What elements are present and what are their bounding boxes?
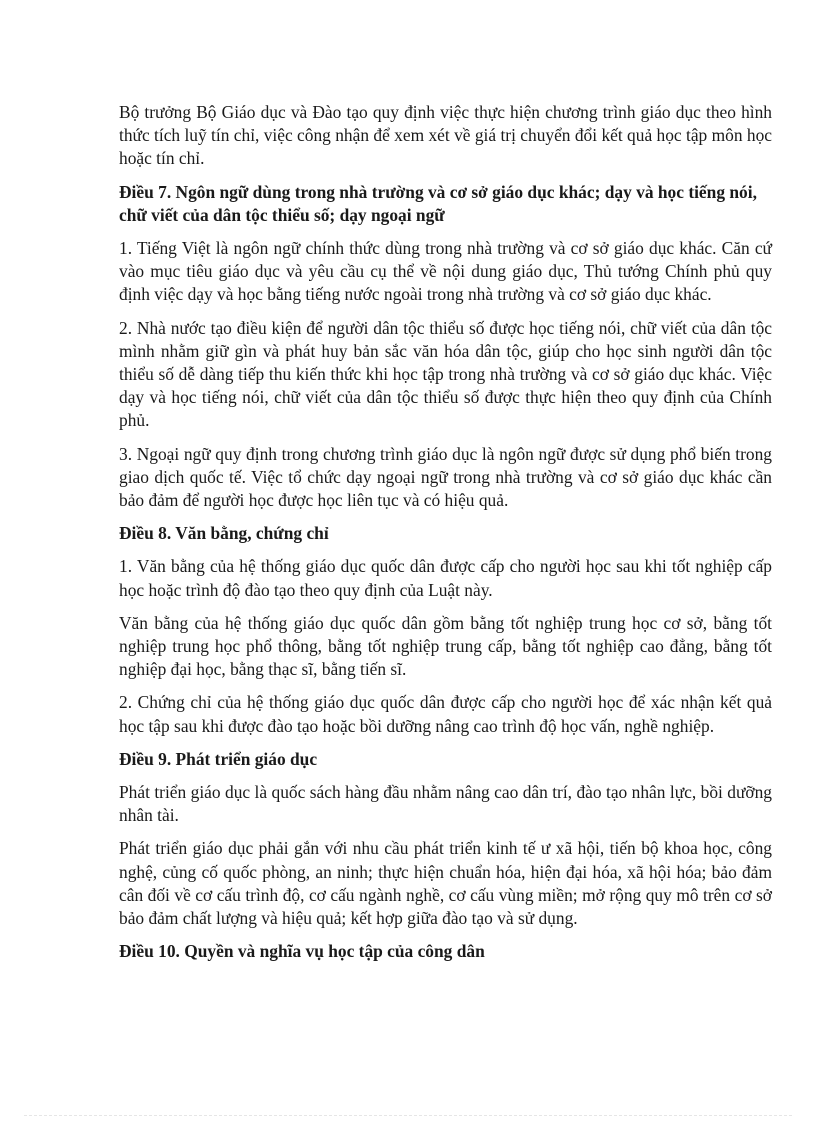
paragraph-article-7-clause-2: 2. Nhà nước tạo điều kiện để người dân tộc thiểu số được học tiếng nói, chữ viết của dân tộc mình nhằm giữ gìn và phát huy bản sắc văn hóa dân tộc, giúp cho học sinh người dân tộc thiểu số dễ dàng tiếp thu kiến thức khi học tập trong nhà trường và cơ sở giáo dục khác. Việc dạy và học tiếng nói, chữ viết của dân tộc thiểu số được thực hiện theo quy định của Chính phủ.	[119, 317, 772, 431]
paragraph-article-9-development: Phát triển giáo dục phải gắn với nhu cầu phát triển kinh tế ư xã hội, tiến bộ khoa học, công nghệ, củng cố quốc phòng, an ninh; thực hiện chuẩn hóa, hiện đại hóa, xã hội hóa; bảo đảm cân đối về cơ cấu trình độ, cơ cấu ngành nghề, cơ cấu vùng miền; mở rộng quy mô trên cơ sở bảo đảm chất lượng và hiệu quả; kết hợp giữa đào tạo và sử dụng.	[119, 838, 772, 929]
paragraph-article-8-degrees: Văn bằng của hệ thống giáo dục quốc dân gồm bằng tốt nghiệp trung học cơ sở, bằng tốt nghiệp trung học phổ thông, bằng tốt nghiệp trung cấp, bằng tốt nghiệp cao đẳng, bằng tốt nghiệp đại học, bằng thạc sĩ, bằng tiến sĩ.	[119, 612, 772, 680]
paragraph-article-8-clause-1: 1. Văn bằng của hệ thống giáo dục quốc dân được cấp cho người học sau khi tốt nghiệp cấp học hoặc trình độ đào tạo theo quy định của Luật này.	[119, 556, 772, 600]
heading-article-9: Điều 9. Phát triển giáo dục	[119, 748, 318, 769]
heading-article-7: Điều 7. Ngôn ngữ dùng trong nhà trường và cơ sở giáo dục khác; dạy và học tiếng nói, chữ viết của dân tộc thiểu số; dạy ngoại ngữ	[119, 181, 757, 225]
paragraph-article-9-policy: Phát triển giáo dục là quốc sách hàng đầu nhằm nâng cao dân trí, đào tạo nhân lực, bồi dưỡng nhân tài.	[119, 782, 772, 826]
page-bottom-divider	[24, 1115, 792, 1116]
heading-article-10: Điều 10. Quyền và nghĩa vụ học tập của công dân	[119, 941, 485, 962]
paragraph-article-7-clause-3: 3. Ngoại ngữ quy định trong chương trình giáo dục là ngôn ngữ được sử dụng phổ biến trong giao dịch quốc tế. Việc tổ chức dạy ngoại ngữ trong nhà trường và cơ sở giáo dục khác cần bảo đảm để người học được học liên tục và có hiệu quả.	[119, 443, 772, 511]
heading-article-8: Điều 8. Văn bằng, chứng chỉ	[119, 523, 329, 544]
document-body	[119, 101, 772, 974]
paragraph-credit-accumulation: Bộ trưởng Bộ Giáo dục và Đào tạo quy định việc thực hiện chương trình giáo dục theo hình thức tích luỹ tín chỉ, việc công nhận để xem xét về giá trị chuyển đổi kết quả học tập môn học hoặc tín chỉ.	[119, 102, 772, 169]
paragraph-article-7-clause-1: 1. Tiếng Việt là ngôn ngữ chính thức dùng trong nhà trường và cơ sở giáo dục khác. Căn cứ vào mục tiêu giáo dục và yêu cầu cụ thể về nội dung giáo dục, Thủ tướng Chính phủ quy định việc dạy và học bằng tiếng nước ngoài trong nhà trường và cơ sở giáo dục khác.	[119, 238, 772, 305]
paragraph-article-8-clause-2: 2. Chứng chỉ của hệ thống giáo dục quốc dân được cấp cho người học để xác nhận kết quả học tập sau khi được đào tạo hoặc bồi dưỡng nâng cao trình độ học vấn, nghề nghiệp.	[119, 692, 772, 736]
